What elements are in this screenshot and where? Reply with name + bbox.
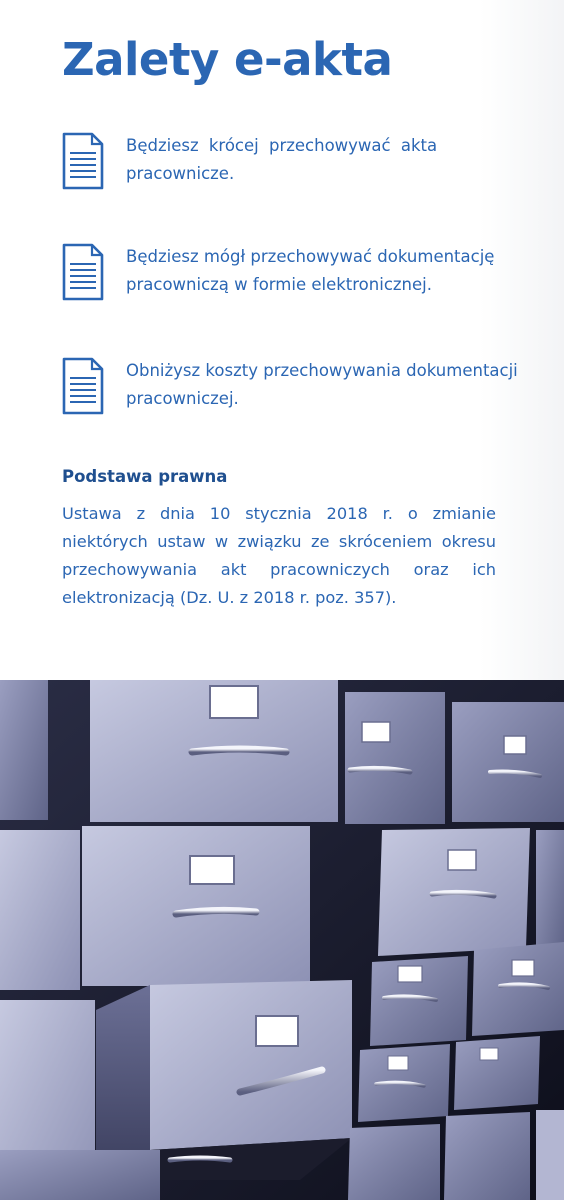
page-title: Zalety e-akta [62, 33, 393, 86]
feature-item [62, 243, 542, 307]
feature-item [62, 132, 542, 196]
legal-basis-text: Ustawa z dnia 10 stycznia 2018 r. o zmianie niektórych ustaw w związku ze skróceniem okresu przechowywania akt pracowniczych oraz ich elektronizacją (Dz. U. z 2018 r. poz. 357). [62, 504, 496, 607]
document-icon [62, 132, 104, 190]
feature-text: Obniżysz koszty przechowywania dokumentacji pracowniczej. [126, 361, 518, 408]
filing-cabinets-photo [0, 680, 564, 1200]
document-icon [62, 357, 104, 415]
feature-item [62, 357, 542, 421]
feature-text: Będziesz mógł przechowywać dokumentację pracowniczą w formie elektronicznej. [126, 247, 495, 294]
feature-text: Będziesz krócej przechowywać akta pracownicze. [126, 136, 438, 183]
document-icon [62, 243, 104, 301]
legal-basis-heading: Podstawa prawna [62, 467, 228, 486]
